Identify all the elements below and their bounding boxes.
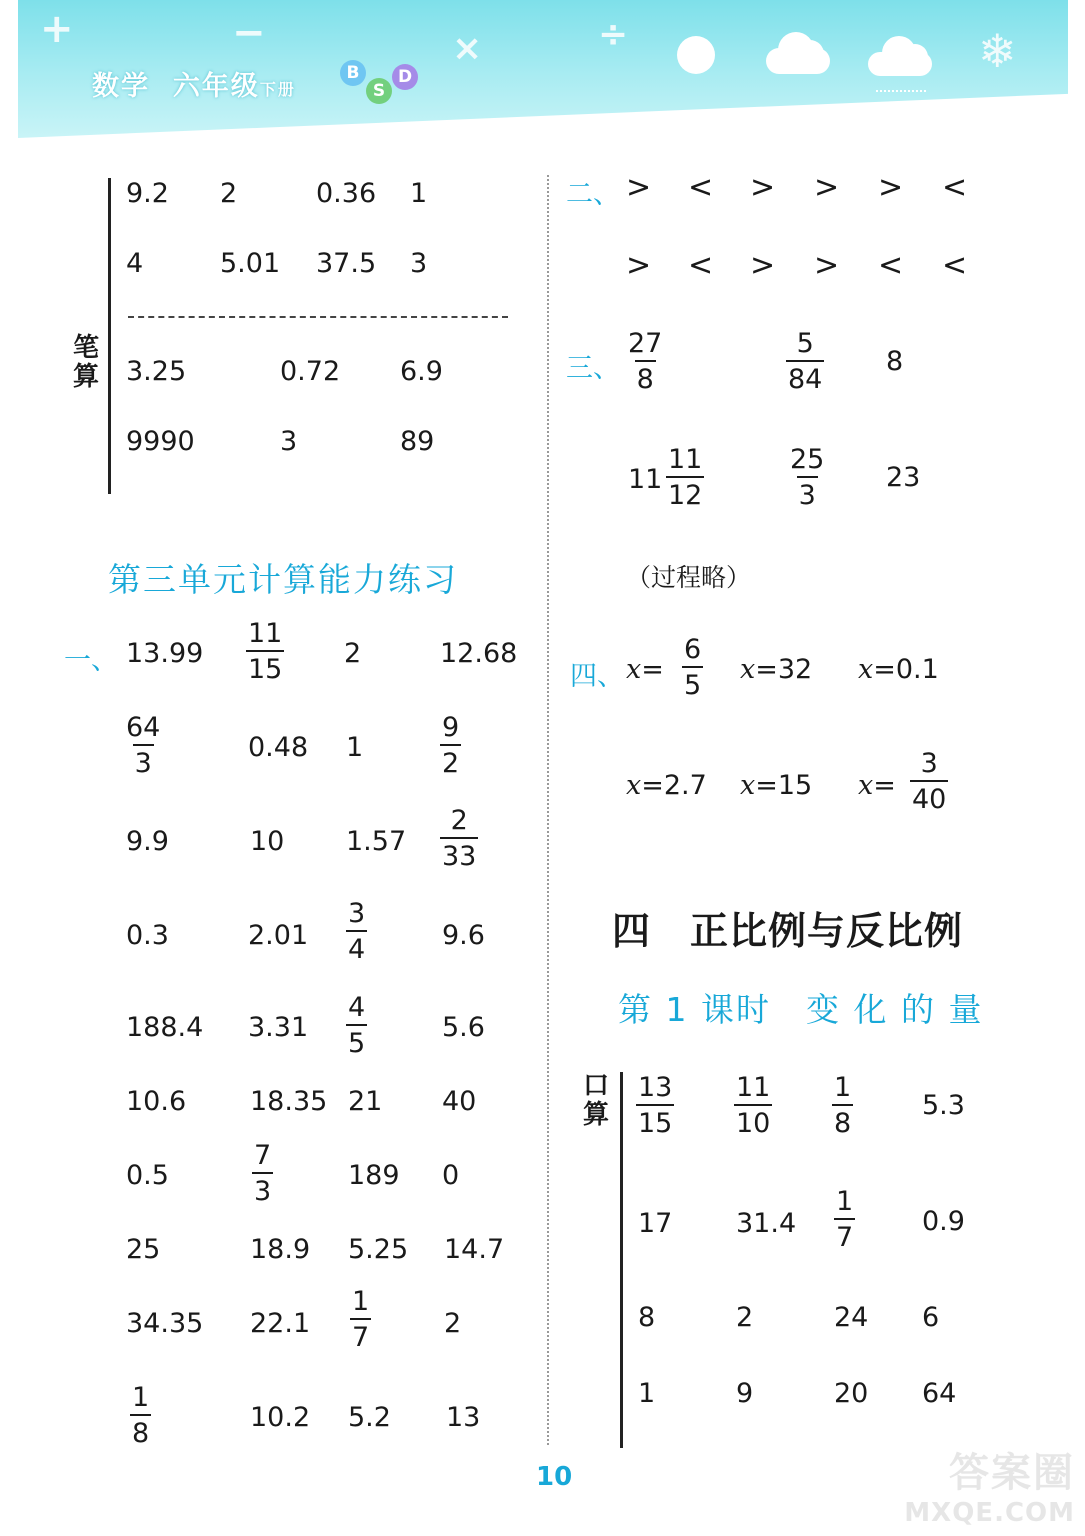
value-cell: 3 [410,248,428,279]
comparison-sign: > [750,248,776,283]
snowflake-icon: ❄ [978,24,1017,78]
value-cell: 2 [344,638,362,669]
value-cell: 189 [348,1160,400,1191]
value-cell: 0.9 [922,1206,965,1237]
fraction: $\frac{9}{2}$ [442,712,460,779]
fraction: $\frac{3}{4}$ [348,898,366,965]
fraction: $\frac{1}{8}$ [834,1072,852,1139]
value-cell: 2 [736,1302,754,1333]
value-cell: 6 [922,1302,940,1333]
value-cell: 5.01 [220,248,281,279]
value-cell: 5.3 [922,1090,965,1121]
value-cell: 0.5 [126,1160,169,1191]
comparison-sign: > [626,170,652,205]
value-cell: 10.6 [126,1086,187,1117]
value-cell: 9.6 [442,920,485,951]
comparison-sign: > [878,170,904,205]
section-4-label: 四、 [570,661,624,692]
value-cell: 2.01 [248,920,309,951]
book-title: 数学 六年级下册 [92,71,296,102]
value-cell: 31.4 [736,1208,797,1239]
plus-symbol: + [40,6,74,52]
value-cell: 188.4 [126,1012,204,1043]
publisher-letter-s: S [366,78,392,104]
publisher-letter-b: B [340,60,366,86]
process-omitted-note: （过程略） [626,563,752,592]
fraction: $\frac{5}{84}$ [788,328,823,395]
bisuan-dashed-divider [128,316,508,318]
value-cell: 37.5 [316,248,377,279]
fraction: $\frac{3}{40}$ [912,748,947,815]
section-3-label: 三、 [566,353,620,384]
section-1-label: 一、 [64,645,118,676]
bisuan-label: 笔 算 [72,333,99,392]
value-cell: 89 [400,426,435,457]
comparison-sign: < [688,170,714,205]
value-cell: 23 [886,462,921,493]
value-cell: 0.48 [248,732,309,763]
fraction: $\frac{1}{8}$ [132,1382,150,1449]
fraction: $\frac{11}{12}$ [668,444,703,511]
divide-symbol: ÷ [598,14,629,55]
value-cell: 1 [346,732,364,763]
value-cell: 20 [834,1378,869,1409]
value-cell: 4 [126,248,144,279]
watermark: 答案圈 MXQE.COM [904,1450,1075,1528]
comparison-sign: < [942,170,968,205]
value-cell: 13 [446,1402,481,1433]
value-cell: 6.9 [400,356,443,387]
equation: x=32 [740,654,813,685]
value-cell: 3.25 [126,356,187,387]
fraction: $\frac{11}{15}$ [248,618,283,685]
value-cell: 2 [444,1308,462,1339]
value-cell: 2 [220,178,238,209]
fraction: $\frac{1}{7}$ [352,1286,370,1353]
value-cell: 24 [834,1302,869,1333]
comparison-sign: < [688,248,714,283]
value-cell: 10 [250,826,285,857]
publisher-letter-d: D [392,64,418,90]
value-cell: 10.2 [250,1402,311,1433]
value-cell: 3 [280,426,298,457]
value-cell: 12.68 [440,638,518,669]
equation: x= [858,770,896,801]
comparison-sign: > [750,170,776,205]
comparison-sign: > [626,248,652,283]
value-cell: 22.1 [250,1308,311,1339]
page-number: 10 [536,1462,573,1492]
kousuan-label: 口 算 [582,1071,609,1130]
fraction: $\frac{4}{5}$ [348,992,366,1059]
fraction: $\frac{11}{10}$ [736,1072,771,1139]
fraction: $\frac{1}{7}$ [836,1186,854,1253]
fraction: $\frac{2}{33}$ [442,805,477,872]
value-cell: 1 [638,1378,656,1409]
value-cell: 13.99 [126,638,204,669]
comparison-sign: > [814,170,840,205]
sun-icon [677,36,715,74]
value-cell: 0.3 [126,920,169,951]
value-cell: 34.35 [126,1308,204,1339]
value-cell: 8 [638,1302,656,1333]
value-cell: 18.35 [250,1086,328,1117]
fraction: $\frac{13}{15}$ [638,1072,673,1139]
fraction: $\frac{64}{3}$ [126,712,161,779]
value-cell: 8 [886,346,904,377]
value-cell: 40 [442,1086,477,1117]
value-cell: 9 [736,1378,754,1409]
comparison-sign: < [942,248,968,283]
equation: x=2.7 [626,770,707,801]
comparison-sign: < [878,248,904,283]
value-cell: 21 [348,1086,383,1117]
value-cell: 64 [922,1378,957,1409]
mixed-number-whole: 11 [628,464,663,495]
section-2-label: 二、 [566,179,620,210]
value-cell: 5.2 [348,1402,391,1433]
value-cell: 9990 [126,426,195,457]
fraction: $\frac{27}{8}$ [628,328,663,395]
value-cell: 0.36 [316,178,377,209]
fraction: $\frac{6}{5}$ [684,634,702,701]
value-cell: 3.31 [248,1012,309,1043]
kousuan-bar [620,1072,623,1448]
column-divider [547,175,549,1445]
value-cell: 14.7 [444,1234,505,1265]
unit3-title: 第三单元计算能力练习 [108,560,458,599]
value-cell: 17 [638,1208,673,1239]
value-cell: 5.25 [348,1234,409,1265]
fraction: $\frac{25}{3}$ [790,444,825,511]
value-cell: 1.57 [346,826,407,857]
bisuan-bar [108,178,111,494]
value-cell: 5.6 [442,1012,485,1043]
value-cell: 0 [442,1160,460,1191]
minus-symbol: − [232,10,266,56]
equation: x=15 [740,770,813,801]
value-cell: 0.72 [280,356,341,387]
value-cell: 18.9 [250,1234,311,1265]
chapter-title: 四 正比例与反比例 [612,909,964,953]
value-cell: 1 [410,178,428,209]
value-cell: 9.9 [126,826,169,857]
equation: x= [626,654,664,685]
times-symbol: × [452,28,483,69]
value-cell: 9.2 [126,178,169,209]
comparison-sign: > [814,248,840,283]
value-cell: 25 [126,1234,161,1265]
fraction: $\frac{7}{3}$ [254,1140,272,1207]
lesson-title: 第 1 课时 变 化 的 量 [618,990,984,1029]
equation: x=0.1 [858,654,939,685]
